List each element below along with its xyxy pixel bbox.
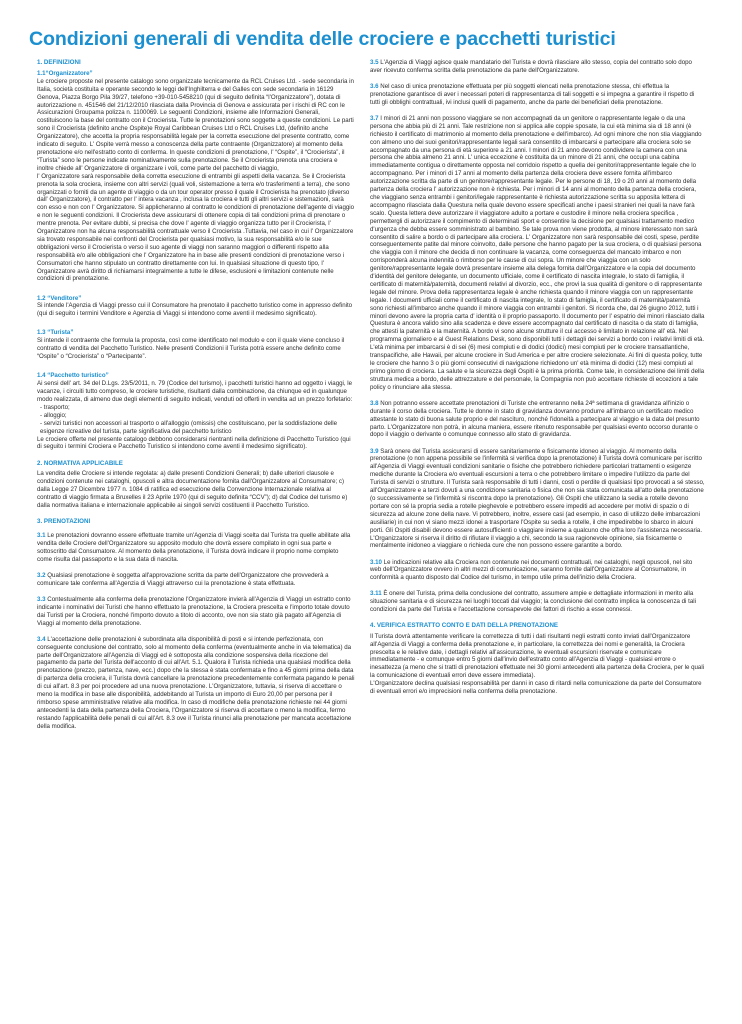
clause-text: I minori di 21 anni non possono viaggiare se non accompagnati da un genitore o rappresentante legale o da una persona che abbia più di 21 anni. Tale restrizione non si applica alle coppie sposate, la cui età minima sia di 18 anni (è richiesto il certificato di matrimonio al momento della prenotazione e dell'imbarco). Ad ogni minore che non stia viaggiando con almeno uno dei suoi genitori/rappresentante legali sarà consentito di imbarcarsi e partecipare alla crociera solo se accompagnato da una persona di età superiore a 21 anni. I minori di 21 anno devono condividere la camera con una persona che abbia almeno 21 anni. L' unica eccezione è costituita da un minore di 21 anni, che occupi una cabina immediatamente contigua o direttamente opposta nel corridoio rispetto a quella dei genitori/rappresentante legale che lo accompagnano. Per i minori di 17 anni al momento della partenza della crociera deve essere fornita all'imbarco autorizzazione scritta da parte di un genitore/rappresentante legale. Per le persone di 18, 19 o 20 anni al momento della partenza della crociera l' autorizzazione non è richiesta. Per i minori di 14 anni al momento della partenza della crociera, che viaggiano senza entrambi i genitori/legale rappresentante è richiesta autorizzazione scritta su apposita lettera di accompagno rilasciata dalla Questura nella quale devono essere specificati anche i paesi stranieri nei quali la nave farà scalo. Questa lettera deve autorizzare il viaggiatore adulto a portare e custodire il minore nella crociera specifica , permettergli di autorizzare il compimento di determinati sport e consentire la decisione per qualsiasi trattamento medico d'urgenza che debba essere somministrato al bambino. Se tale prova non viene prodotta, al minore interessato non sarà consentito di salire a bordo o di partecipare alla crociera. L' Organizzatore non sarà responsabile dei costi, spese, perdite conseguentemente patite dal minore coinvolto, dalle persone che hanno pagato per la sua crociera, o di qualsiasi persona che viaggia con il minore che decida di non continuare la vacanza, come conseguenza del mancato imbarco e non corrisponderà alcuna indennità o rimborso per le cause di cui sopra. Un minore che viaggia con un solo genitore/rappresentante legale dovrà presentare insieme alla delega fornita dall'Organizzatore e la copia del documento d'identità del genitore delegante, un documento ufficiale, come il certificato di nascita integrale, lo stato di famiglia, il certificato di maternità/paternità, documenti relativi al divorzio, ecc., che provi la sua qualità di genitore o di rappresentante legale del minore. Prova della rappresentanza legale è anche richiesta quando il minore viaggia con un rappresentante legale. I documenti ufficiali come il certificato di nascita integrale, lo stato di famiglia, il certificato di maternità/paternità sono richiesti all'imbarco anche quando il minore viaggia con entrambi i genitori. Si ricorda che, dal 26 giugno 2012, tutti i minori devono avere la propria carta d' identità o il proprio passaporto. Il documento per l' espatrio dei minori rilasciato dalla Questura è ancora valido sino alla scadenza e deve essere accompagnato dal certificato di nascita o da stato di famiglia, che attesti la paternità e la maternità. A bordo vi sono alcune strutture il cui accesso è limitato in relazione all' età. Nel programma giornaliero e al Guest Relations Desk, sono disponibili tutti i dettagli dei servizi a bordo con i relativi limiti di età. L'età minima per imbarcarsi è di sei (6) mesi compiuti e di dodici (dodici) mesi compiuti per le crociere transatlantiche, transpacifiche, alle Hawaii, per alcune crociere in Sud America e per altre crociere selezionate. Ai fini di questa policy, tutte le crociere che hanno 3 o più giorni consecutivi di navigazione richiedono un' età minima di dodici (12) mesi compiuti al primo giorno di crociera. La salute e la sicurezza degli Ospiti è la prima priorità. Come tale, in considerazione dei limiti della struttura medica a bordo, delle attrezzature e del personale, la Compagnia non può accettare richieste di eccezioni a tale policy o rinunciare alla stessa. [370, 114, 705, 391]
clause-3-4 [37, 636, 355, 731]
clause-number: 3.5 [370, 59, 379, 66]
list-item-servizi: - servizi turistici non accessori al trasporto o all'alloggio (omissis) che costituiscano, per la soddisfazione delle esigenze ricreative del turista, parte significativa del pacchetto turistico [40, 419, 338, 435]
clause-text: Le prenotazioni dovranno essere effettuate tramite un'Agenzia di Viaggi scelta dal Turista tra quelle abilitate alla vendita delle Crociere dell'Organizzatore su apposito modulo che dovrà essere compilato in ogni sua parte e sottoscritto dal Consumatore. Al momento della prenotazione, il Turista dovrà indicare il proprio nome completo come risulta dal passaporto e la sua data di nascita. [37, 532, 351, 563]
section-1-1-paragraph: Le crociere proposte nel presente catalogo sono organizzate tecnicamente da RCL Cruises Ltd. - sede secondaria in Italia, società costituita e operante secondo le leggi dell'Inghilterra e del Galles con sede secondaria in 16129 Genova, Piazza Borgo Pila 39/27, telefono +39-010-5458210 (qui di seguito definita “l'Organizzatore”), dotata di autorizzazione n. 451546 del 21/12/2010 rilasciata dalla Provincia di Genova e assicurata per i rischi di RC con le Assicurazioni Groupama polizza n. 1100069. Le seguenti Condizioni, insieme alle Informazioni Generali, costituiscono la base del contratto con il Crocierista. Tutte le prenotazioni sono soggette a queste condizioni. Le parti sono il Crocierista (definito anche Ospite)e Royal Caribbean Cruises Ltd o RCL Cruises Ltd, (definito anche Organizzatore), che accetta la propria responsabilità legale per la corretta esecuzione del presente contratto, come indicato di seguito. L' Ospite verrà messo a conoscenza della parte contraente (Organizzatore) al momento della prenotazione e/o nell'estratto conto di conferma. In queste condizioni di prenotazione, l' “Ospite”, il “Crocierista”, il “Turista” sono le persone indicate nominativamente sulla prenotazione. Se il Crocierista prenota una crociera e inoltre chiede all' Organizzatore di organizzare i voli, come parte del pacchetto di viaggio, [37, 77, 354, 172]
section-1-3-paragraph: Si intende il contraente che formula la proposta, così come identificato nel modulo e con il quale viene concluso il contratto di vendita del Pacchetto Turistico. Nelle presenti Condizioni il Turista potrà essere anche definito come “Ospite” o “Crocierista” o “Partecipante”. [37, 337, 345, 361]
section-2-heading: 2. NORMATIVA APPLICABILE [37, 459, 123, 467]
section-1-2-paragraph: Si intende l'Agenzia di Viaggi presso cui il Consumatore ha prenotato il pacchetto turistico come in appresso definito (qui di seguito i termini Venditore e Agenzia di Viaggi si intendono come aventi il medesimo significato). [37, 302, 353, 318]
section-1-3-heading: 1.3 “Turista” [37, 329, 74, 337]
page-title: Condizioni generali di vendita delle crociere e pacchetti turistici [29, 28, 616, 50]
clause-number: 3.8 [370, 399, 379, 407]
clause-number: 3.10 [370, 558, 382, 566]
clause-text: È onere del Turista, prima della conclusione del contratto, assumere ampie e dettagliate informazioni in merito alla situazione sanitaria e di sicurezza nei luoghi toccati dal viaggio; la conclusione del contratto implica la conoscenza di tali condizioni da parte del Turista e l'accettazione consapevole dei fattori di rischio a esse connessi. [370, 590, 696, 614]
clause-text: L'Agenzia di Viaggi agisce quale mandatario del Turista e dovrà rilasciare allo stesso, copia del contratto solo dopo aver ricevuto conferma scritta della prenotazione da parte dell'Organizzatore. [370, 59, 692, 74]
clause-number: 3.2 [37, 571, 46, 579]
section-1-2-heading: 1.2 “Venditore” [37, 294, 82, 302]
clause-text: Contestualmente alla conferma della prenotazione l'Organizzatore invierà all'Agenzia di Viaggi un estratto conto indicante i nominativi dei Turisti che hanno effettuato la prenotazione, la Crociera prescelta e l'importo totale dovuto dai Turisti per la Crociera, nonché l'importo dovuto a titolo di acconto, ove non sia stato già pagato all'Agenzia di Viaggi al momento della prenotazione. [37, 595, 351, 627]
section-4-heading: 4. VERIFICA ESTRATTO CONTO E DATI DELLA PRENOTAZIONE [370, 622, 559, 630]
section-3-heading: 3. PRENOTAZIONI [37, 517, 91, 525]
clause-3-10 [370, 559, 705, 583]
clause-3-8 [370, 400, 705, 440]
section-4-paragraph-2: L'Organizzatore declina qualsiasi responsabilità per danni in caso di ritardi nella comunicazione da parte del Consumatore di eventuali errori e/o imprecisioni nella conferma della prenotazione. [370, 680, 702, 696]
clause-number: 3.4 [37, 635, 46, 643]
clause-text: Nel caso di unica prenotazione effettuata per più soggetti elencati nella prenotazione stessa, chi effettua la prenotazione garantisce di aver i necessari poteri di rappresentanza di tali soggetti e si impegna a garantire il rispetto di tutti gli obblighi contrattuali, ivi inclusi quelli di pagamento, anche da parte dei beneficiari della prenotazione. [370, 83, 695, 106]
section-1-1-paragraph-2: l' Organizzatore sarà responsabile della corretta esecuzione di entrambi gli aspetti della vacanza. Se il Crocierista prenota la sola crociera, insieme con altri servizi (quali voli, sistemazione a terra e/o trasferimenti a terra), che sono organizzati o forniti da un agente di viaggio o da un tour operator presso il quale il Crocierista ha prenotato (diverso dall' Organizzatore), il contratto per l' intera vacanza , inclusa la crociera e tutti gli altri servizi e sistemazioni, sarà con esso e non con l' Organizzatore. Si applicheranno al contratto le condizioni di prenotazione dell'agente di viaggio e non le seguenti condizioni. Il Crocierista deve assicurarsi di ottenere copia di tali condizioni prima di prenotare o mentre prenota. Per evitare dubbi, si precisa che dove l' agente di viaggio organizza tutto per il Crocierista, l' Organizzatore non ha alcuna responsabilità contrattuale verso il Crocierista .Tuttavia, nel caso in cui l' Organizzatore sia trovato responsabile nei confronti del Crocierista per qualsiasi motivo, la sua responsabilità e/o le sue obbligazioni verso il Crocierista o verso il suo agente di viaggi non saranno maggiori o differenti rispetto alla responsabilità e/o alle obbligazioni che l' Organizzatore ha in base alle presenti condizioni di prenotazione verso i Consumatori che hanno stipulato un contratto direttamente con lui. In qualsiasi situazione di questo tipo, l' Organizzatore avrà diritto di richiamarsi integralmente a tutte le difese, esclusioni e limitazioni contenute nelle condizioni di prenotazione. [37, 172, 355, 283]
clause-3-6 [370, 83, 705, 107]
clause-number: 3.11 [370, 590, 382, 598]
left-column [37, 59, 355, 735]
clause-3-9 [370, 448, 705, 551]
clause-number: 3.3 [37, 595, 46, 603]
section-1-4-paragraph: Ai sensi dell' art. 34 del D.Lgs. 23/5/2011, n. 79 (Codice del turismo), i pacchetti turistici hanno ad oggetto i viaggi, le vacanze, i circuiti tutto compreso, le crociere turistiche, risultanti dalla combinazione, da chiunque ed in qualunque modo realizzata, di almeno due degli elementi di seguito indicati, venduti od offerti in vendita ad un prezzo forfetario: [37, 380, 353, 403]
clause-text: Sarà onere del Turista assicurarsi di essere sanitariamente e fisicamente idoneo al viaggio. Al momento della prenotazione (o non appena possibile se l'infermità si verifica dopo la prenotazione) il Turista dovrà comunicare per iscritto all'Agenzia di Viaggi eventuali condizioni sanitarie o fisiche che potrebbero richiedere particolari trattamenti o esigenze mediche durante la Crociera e/o eventuali escursioni a terra o che potrebbero limitare o impedire l'utilizzo da parte del Turista di servizi o strutture. Il Turista sarà responsabile di tutti i danni, costi o perdite di qualsiasi tipo provocati a sé stesso, all'Organizzatore e a terzi dovuti a una condizione sanitaria o fisica che non sia stata comunicata all'atto della prenotazione (o successivamente se l'infermità si riscontra dopo la prenotazione). Gli Ospiti che utilizzano la sedia a rotelle devono portare con sé la propria sedia a rotelle pieghevole e potrebbero essere impediti ad accedere per motivi di spazio o di sicurezza ad alcune zone della nave. Vi potrebbero, inoltre, essere casi (ad esempio, in caso di utilizzo delle imbarcazioni ausiliarie) in cui non vi siano mezzi idonei a trasportare l'Ospite su sedia a rotelle, il che impedirebbe lo sbarco in alcuni porti. Gli Ospiti disabili devono essere autosufficienti o viaggiare insieme a qualcuno che offra loro l'assistenza necessaria. L'Organizzatore si riserva il diritto di rifiutare il viaggio a chi, secondo la sua ragionevole opinione, sia fisicamente o mentalmente inidoneo a viaggiare o richieda cure che non possono essere garantite a bordo. [370, 447, 705, 550]
clause-3-2 [37, 572, 355, 588]
section-1-4-paragraph-2: Le crociere offerte nel presente catalogo debbono considerarsi rientranti nella definizione di Pacchetto Turistico (qui di seguito i termini Crociera e Pacchetto Turistico si intendono come aventi il medesimo significato). [37, 435, 351, 451]
section-1-1-heading: 1.1“Organizzatore” [37, 69, 93, 77]
clause-3-7 [370, 115, 705, 392]
section-2-paragraph: La vendita delle Crociere si intende regolata: a) dalle presenti Condizioni Generali; b) dalle ulteriori clausole e condizioni contenute nei cataloghi, opuscoli e altra documentazione fornita dall'Organizzatore al Consumatore; c) dalla Legge 27 Dicembre 1977 n. 1084 di ratifica ed esecuzione della Convenzione Internazionale relativa al contratto di viaggio firmata a Bruxelles il 23 Aprile 1970 (qui di seguito definita “CCV”); d) dal Codice del turismo e) dalla normativa italiana e internazionale applicabile ai singoli servizi costituenti il Pacchetto Turistico. [37, 469, 348, 509]
section-1-heading: 1. DEFINIZIONI [37, 59, 81, 66]
section-4-paragraph: Il Turista dovrà attentamente verificare la correttezza di tutti i dati risultanti negli estratti conto inviati dall'Organizzatore all'Agenzia di Viaggi a conferma della prenotazione e, in particolare, la correttezza dei nomi e generalità, la Crociera prescelta e le relative date, i dettagli relativi all'assicurazione, le eventuali escursioni riservate e comunicare immediatamente - e comunque entro 5 giorni dall'invio dell'estratto conto all'Agenzia di Viaggi - qualsiasi errore o inesattezza (a meno che si tratti di prenotazioni effettuate nei 30 giorni antecedenti alla partenza della Crociera, per le quali la comunicazione di eventuali errori deve essere immediata). [370, 632, 705, 680]
right-column [370, 59, 705, 700]
clause-3-5 [370, 59, 705, 75]
clause-text: Le indicazioni relative alla Crociera non contenute nei documenti contrattuali, nei cataloghi, negli opuscoli, nel sito web dell'Organizzatore ovvero in altri mezzi di comunicazione, saranno fornite dall'Organizzatore al Consumatore, in conformità a quanto disposto dal Codice del turismo, in tempo utile prima dell'inizio della Crociera. [370, 558, 693, 582]
list-item-trasporto: - trasporto; [40, 403, 70, 411]
clause-3-1 [37, 532, 355, 564]
clause-3-11 [370, 590, 705, 614]
clause-number: 3.1 [37, 532, 46, 540]
clause-text: Qualsiasi prenotazione è soggetta all'approvazione scritta da parte dell'Organizzatore che provvederà a comunicare tale conferma all'Agenzia di Viaggi attraverso cui la prenotazione è stata effettuata. [37, 571, 329, 587]
clause-text: Non potranno essere accettate prenotazioni di Turiste che entreranno nella 24ª settimana di gravidanza all'inizio o durante il corso della crociera. Tutte le donne in stato di gravidanza dovranno produrre all'imbarco un certificato medico attestante lo stato di buona salute proprio e del nascituro, nonché l'idoneità a partecipare al viaggio e la data del presunto parto. L'Organizzatore non potrà, in alcuna maniera, essere ritenuto responsabile per qualsiasi evento occorso durante o dopo il viaggio o derivante o comunque connesso allo stato di gravidanza. [370, 399, 700, 439]
clause-text: L'accettazione delle prenotazioni è subordinata alla disponibilità di posti e si intende perfezionata, con conseguente conclusione del contratto, solo al momento della conferma (eventualmente anche in via telematica) da parte dell'Organizzatore all'Agenzia di Viaggi ed è sottoposta alla condizione sospensiva della ricezione del pagamento da parte del Turista dell'acconto di cui all'Art. 5.1. Qualora il Turista richieda una qualsiasi modifica della prenotazione (prezzo, partenza, nave, ecc.) dopo che la stessa è stata confermata e fino a 45 giorni prima della data di partenza della crociera, il Turista dovrà cancellare la prenotazione precedentemente confermata pagando le penali di cui all'art. 8.3 per poi procedere ad una nuova prenotazione. L'Organizzatore, tuttavia, si riserva di accettare o meno la modifica in base alle disponibilità, addebitando al Turista un importo di Euro 20,00 per persona per il rimborso spese amministrative relative alla modifica. In caso di modifiche della prenotazione richieste nei 44 giorni antecedenti la data della partenza della Crociera, l'Organizzatore si riserva di accettare o meno la modifica, fermo restando l'applicabilità delle penali di cui all'Art. 8.3 ove il Turista rinunci alla prenotazione per mancata accettazione della modifica. [37, 635, 355, 730]
clause-number: 3.6 [370, 83, 379, 90]
clause-number: 3.7 [370, 114, 379, 122]
list-item-alloggio: - alloggio; [40, 411, 67, 419]
clause-number: 3.9 [370, 447, 379, 455]
section-1-4-heading: 1.4 “Pacchetto turistico” [37, 372, 109, 380]
clause-3-3 [37, 596, 355, 628]
